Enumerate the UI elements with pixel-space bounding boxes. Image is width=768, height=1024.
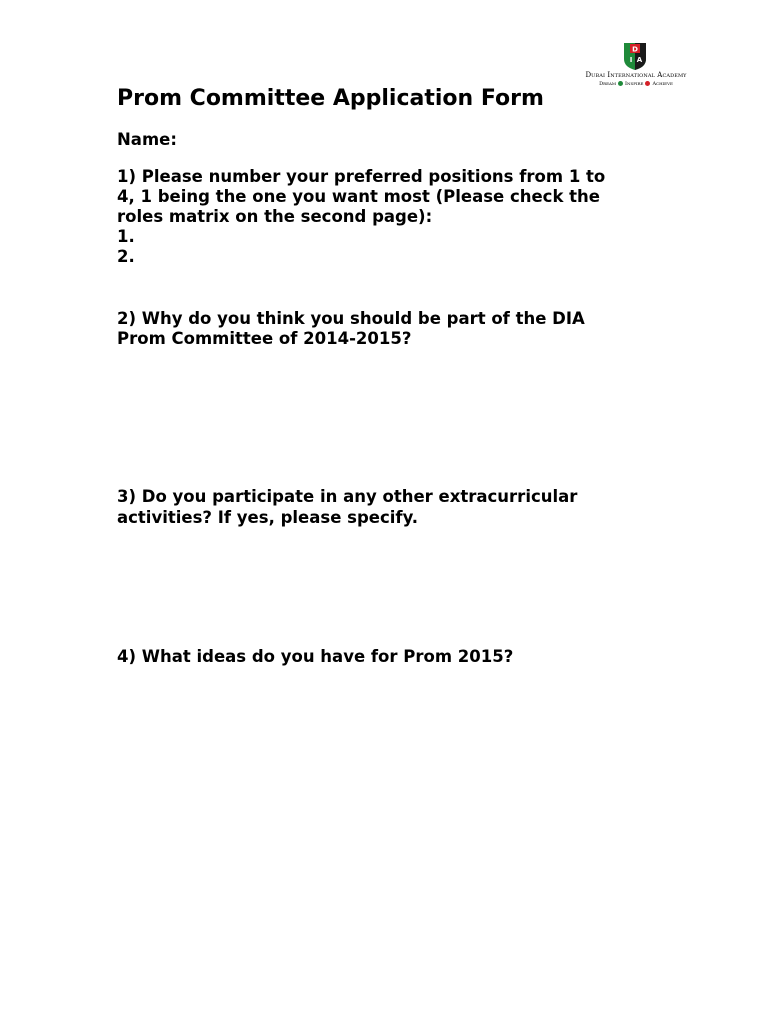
dia-logo (578, 42, 694, 90)
question-4-line-1: 4) What ideas do you have for Prom 2015? (117, 647, 514, 666)
tagline-achieve: Achieve (652, 81, 673, 87)
question-1-item-1: 1. (117, 227, 135, 246)
logo-school-name: Dubai International Academy (585, 71, 687, 79)
logo-letter-i: I (629, 56, 633, 64)
logo-letter-a: A (636, 56, 643, 64)
question-1-line-3: roles matrix on the second page): (117, 207, 433, 226)
form-title: Prom Committee Application Form (117, 86, 544, 111)
question-3-line-2: activities? If yes, please specify. (117, 508, 419, 527)
red-dot-icon (645, 81, 650, 86)
question-2-line-1: 2) Why do you think you should be part of the DIA (117, 309, 585, 328)
logo-tagline (578, 81, 694, 87)
question-3-line-1: 3) Do you participate in any other extracurricular (117, 487, 578, 506)
question-1-item-2: 2. (117, 247, 135, 266)
dia-shield-icon (623, 42, 647, 71)
question-1-line-1: 1) Please number your preferred positions from 1 to (117, 167, 606, 186)
question-2-line-2: Prom Committee of 2014-2015? (117, 329, 412, 348)
tagline-dream: Dream (599, 81, 617, 87)
question-1-line-2: 4, 1 being the one you want most (Please check the (117, 187, 600, 206)
tagline-inspire: Inspire (625, 81, 644, 87)
name-label: Name: (117, 130, 177, 149)
logo-letter-d: D (632, 45, 638, 54)
green-dot-icon (618, 81, 623, 86)
